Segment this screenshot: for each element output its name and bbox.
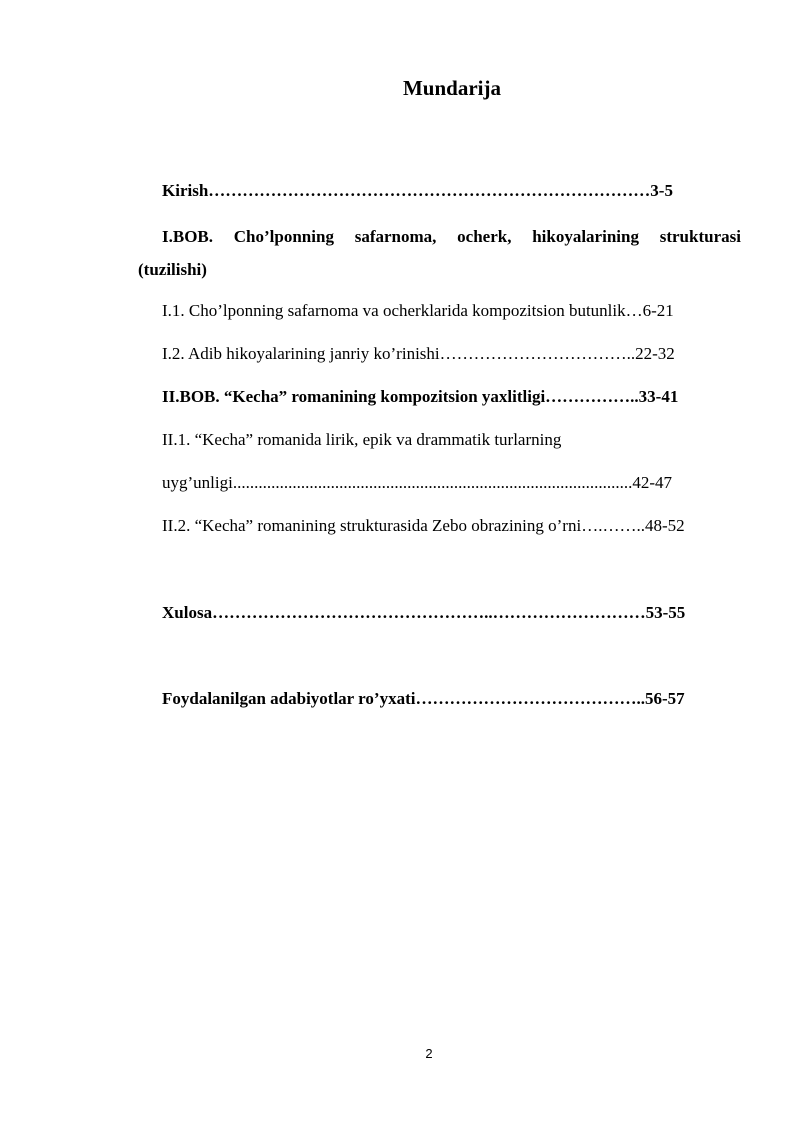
page-number: 2 [425,1046,433,1061]
toc-word: ocherk, [457,227,512,246]
toc-entry-adabiyotlar: Foydalanilgan adabiyotlar ro’yxati…………………………………..56-57 [162,689,685,708]
toc-word: Cho’lponning [233,227,334,246]
toc-entry-section-1-1: I.1. Cho’lponning safarnoma va ocherklarida kompozitsion butunlik…6-21 [162,301,674,320]
toc-word: hikoyalarining [532,227,639,246]
toc-word: I.BOB. [162,227,214,246]
toc-entry-bob1-continuation: (tuzilishi) [138,260,207,279]
toc-entry-kirish: Kirish……………………………………………………………………3-5 [162,181,673,200]
page-title: Mundarija [402,76,501,100]
toc-entry-xulosa: Xulosa…………………………………………..………………………53-55 [162,603,686,622]
toc-entry-section-1-2: I.2. Adib hikoyalarining janriy ko’rinishi……………………………..22-32 [162,344,675,363]
toc-entry-section-2-2: II.2. “Kecha” romanining strukturasida Zebo obrazining o’rni….……..48-52 [162,516,685,535]
toc-entry-section-2-1-continuation: uyg’unligi..............................................................................................42-47 [162,473,672,492]
toc-entry-bob2: II.BOB. “Kecha” romanining kompozitsion yaxlitligi……………..33-41 [162,387,679,406]
toc-word: strukturasi [659,227,741,246]
toc-entry-section-2-1: II.1. “Kecha” romanida lirik, epik va drammatik turlarning [162,430,562,449]
toc-entry-bob1 [162,227,741,247]
toc-word: safarnoma, [354,227,437,246]
